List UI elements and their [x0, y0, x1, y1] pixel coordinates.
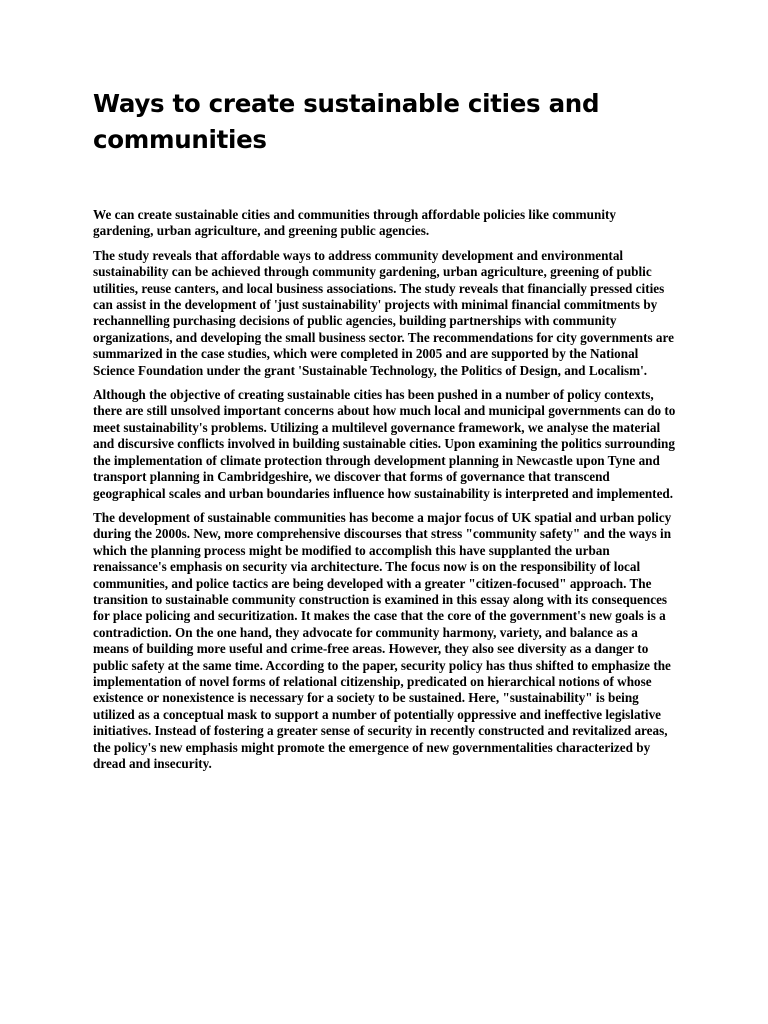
paragraph-2: The study reveals that affordable ways to address community development and environmental sustainability can be achieved through community gardening, urban agriculture, greening of public utilities, reuse canters, and local business associations. The study reveals that financially pressed cities can assist in the development of 'just sustainability' projects with minimal financial commitments by rechannelling purchasing decisions of public agencies, building partnerships with community organizations, and developing the small business sector. The recommendations for city governments are summarized in the case studies, which were completed in 2005 and are supported by the National Science Foundation under the grant 'Sustainable Technology, the Politics of Design, and Localism'. — [93, 247, 674, 378]
paragraph-1: We can create sustainable cities and communities through affordable policies like community gardening, urban agriculture, and greening public agencies. — [93, 207, 616, 239]
paragraph-3: Although the objective of creating sustainable cities has been pushed in a number of policy contexts, there are still unsolved important concerns about how much local and municipal governments can do to meet sustainability's problems. Utilizing a multilevel governance framework, we analyse the material and discursive conflicts involved in building sustainable cities. Upon examining the politics surrounding the implementation of climate protection through development planning in Newcastle upon Tyne and transport planning in Cambridgeshire, we discover that forms of governance that transcend geographical scales and urban boundaries influence how sustainability is interpreted and implemented. — [93, 387, 676, 501]
document-body — [93, 207, 677, 780]
paragraph-4: The development of sustainable communities has become a major focus of UK spatial and urban policy during the 2000s. New, more comprehensive discourses that stress "community safety" and the ways in which the planning process might be modified to accomplish this have supplanted the urban renaissance's emphasis on security via architecture. The focus now is on the responsibility of local communities, and police tactics are being developed with a greater "citizen-focused" approach. The transition to sustainable community construction is examined in this essay along with its consequences for place policing and securitization. It makes the case that the core of the government's new goals is a contradiction. On the one hand, they advocate for community harmony, variety, and balance as a means of building more useful and crime-free areas. However, they also see diversity as a danger to public safety at the same time. According to the paper, security policy has thus shifted to emphasize the implementation of novel forms of relational citizenship, predicated on hierarchical notions of whose existence or nonexistence is necessary for a society to be sustained. Here, "sustainability" is being utilized as a conceptual mask to support a number of potentially oppressive and ineffective legislative initiatives. Instead of fostering a greater sense of security in recently constructed and revitalized areas, the policy's new emphasis might promote the emergence of new governmentalities characterized by dread and insecurity. — [93, 509, 672, 771]
document-title: Ways to create sustainable cities and communities — [93, 89, 600, 154]
